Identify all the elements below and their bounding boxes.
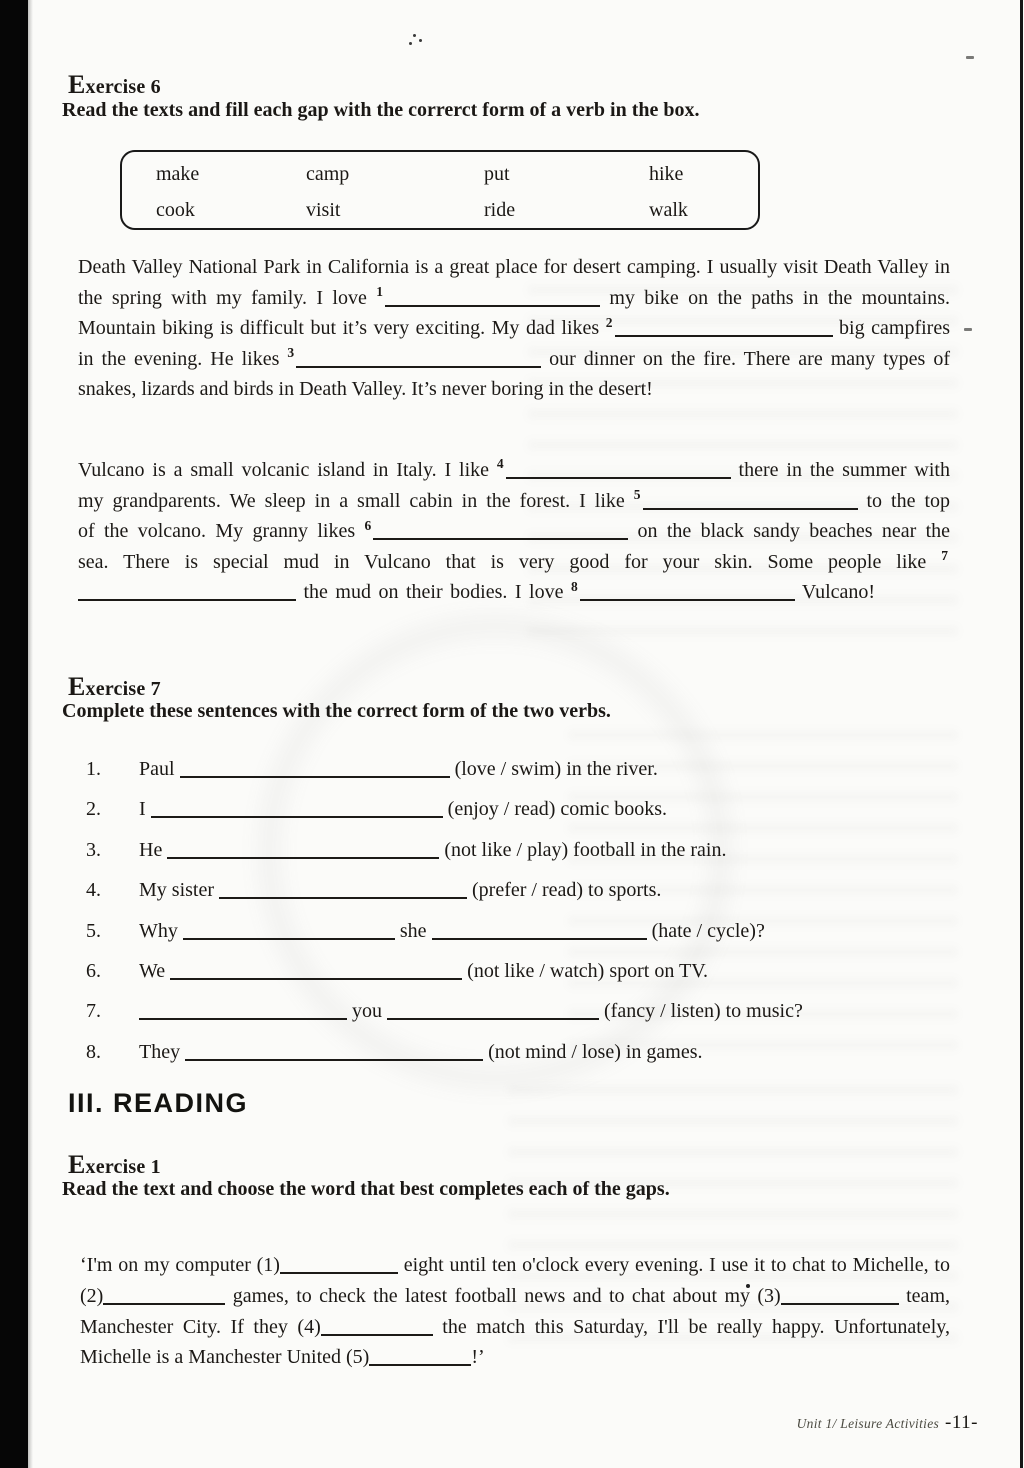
verb-option: put <box>484 163 510 185</box>
exercise6-instruction: Read the texts and fill each gap with the correrct form of a verb in the box. <box>62 99 700 121</box>
exercise6-text-death-valley: Death Valley National Park in California is a great place for desert camping. I usually visit Death Valley in the spring with my family. I love $^1$ my bike on the paths in the mountains. Mountain biking is difficult but it’s very exciting. My dad likes $^2$ big campfires in the evening. He likes $^3$ our dinner on the fire. There are many types of snakes, lizards and birds in Death Valley. It’s never boring in the desert! <box>78 256 951 401</box>
gap-blank <box>364 517 628 542</box>
item-text: We (not like / watch) sport on TV. <box>139 959 709 982</box>
verb-box <box>120 150 760 230</box>
blank-line <box>167 845 439 859</box>
list-item <box>86 920 803 960</box>
blank-line <box>170 966 462 980</box>
gap-blank <box>496 456 731 481</box>
item-number: 4. <box>86 879 101 902</box>
list-item <box>86 1041 803 1081</box>
list-item <box>86 758 803 798</box>
verb-option: visit <box>306 198 341 221</box>
gap-number: 2 <box>605 314 613 330</box>
gap-number: 4 <box>496 456 504 472</box>
gap-number: 7 <box>941 548 948 564</box>
exercise7-list <box>86 758 803 1081</box>
scan-speck <box>409 42 412 45</box>
list-item <box>86 960 803 1000</box>
exercise7-instruction: Complete these sentences with the correct form of the two verbs. <box>62 700 611 722</box>
blank-line <box>387 1006 599 1020</box>
section-heading-reading: III. READING <box>68 1088 249 1118</box>
item-text: My sister (prefer / read) to sports. <box>139 879 662 902</box>
gap-blank <box>633 486 858 512</box>
gap-blank <box>287 345 541 370</box>
item-number: 3. <box>86 838 101 861</box>
blank-line <box>151 804 443 818</box>
binding-stripe <box>0 0 28 1468</box>
list-item <box>86 798 803 838</box>
gap-number: 5 <box>633 486 641 502</box>
reading-text-computer: ‘I'm on my computer (1) eight until ten o'clock every evening. I use it to chat to Michelle, to (2) games, to check the latest football news and to chat about my (3) team, Manchester City. If they (4) the match this Saturday, I'll be really happy. Unfortunately, Michelle is a Manchester United (5) !’ <box>80 1254 950 1369</box>
item-text: He (not like / play) football in the rain. <box>139 838 727 861</box>
item-number: 6. <box>86 959 101 982</box>
verb-option: cook <box>156 198 195 221</box>
item-number: 5. <box>86 919 101 942</box>
blank-line <box>321 1322 433 1336</box>
gap-number: 1 <box>376 283 383 299</box>
page-number: -11- <box>945 1412 978 1433</box>
blank-line <box>139 1006 347 1020</box>
blank-line <box>185 1047 483 1061</box>
footer-unit-label: Unit 1/ Leisure Activities <box>796 1416 940 1431</box>
exercise7-heading: Exercise 7 <box>68 672 161 701</box>
gap-number: 6 <box>364 517 372 533</box>
blank-line <box>183 926 395 940</box>
verb-option: hike <box>649 163 684 185</box>
exercise6-heading: Exercise 6 <box>68 70 161 99</box>
verb-option: make <box>156 163 200 185</box>
gap-blank <box>605 314 833 339</box>
gap-number: 8 <box>570 578 578 594</box>
item-number: 8. <box>86 1040 101 1063</box>
list-item <box>86 839 803 879</box>
list-item <box>86 879 803 919</box>
blank-line <box>432 926 647 940</box>
blank-line <box>103 1291 225 1305</box>
list-item <box>86 1000 803 1040</box>
item-text: Paul (love / swim) in the river. <box>139 758 658 780</box>
blank-line <box>280 1260 398 1274</box>
item-text: They (not mind / lose) in games. <box>139 1040 703 1063</box>
gap-number: 3 <box>287 345 295 361</box>
reading-exercise1-instruction: Read the text and choose the word that best completes each of the gaps. <box>62 1178 670 1200</box>
verb-option: camp <box>306 163 350 185</box>
item-text: I (enjoy / read) comic books. <box>139 798 668 821</box>
gap-blank <box>570 578 795 603</box>
scan-speck <box>419 39 422 42</box>
item-number: 1. <box>86 758 101 780</box>
worksheet-page <box>28 0 1024 1468</box>
exercise6-text-vulcano: Vulcano is a small volcanic island in Italy. I like $^4$ there in the summer with my grandparents. We sleep in a small cabin in the forest. I like $^5$ to the top of the volcano. My granny likes $^6$ on the black sandy beaches near the sea. There is special mud in Vulcano that is very good for your skin. Some people like $^7$ the mud on their bodies. I love $^8$ Vulcano! <box>78 456 951 604</box>
gap-blank <box>376 283 600 309</box>
gap-blank <box>78 548 950 604</box>
scan-speck <box>966 56 974 59</box>
item-text: you (fancy / listen) to music? <box>139 1000 803 1023</box>
item-number: 2. <box>86 798 101 821</box>
scan-speck <box>964 328 972 331</box>
item-number: 7. <box>86 1000 101 1023</box>
scan-speck <box>413 34 416 37</box>
verb-option: ride <box>484 198 516 221</box>
verb-option: walk <box>649 198 688 221</box>
blank-line <box>781 1291 899 1305</box>
blank-line <box>369 1352 471 1366</box>
blank-line <box>180 764 450 778</box>
item-text: Why she (hate / cycle)? <box>139 919 765 942</box>
page-footer <box>797 1412 978 1434</box>
blank-line <box>219 885 467 899</box>
reading-exercise1-heading: Exercise 1 <box>68 1150 161 1179</box>
